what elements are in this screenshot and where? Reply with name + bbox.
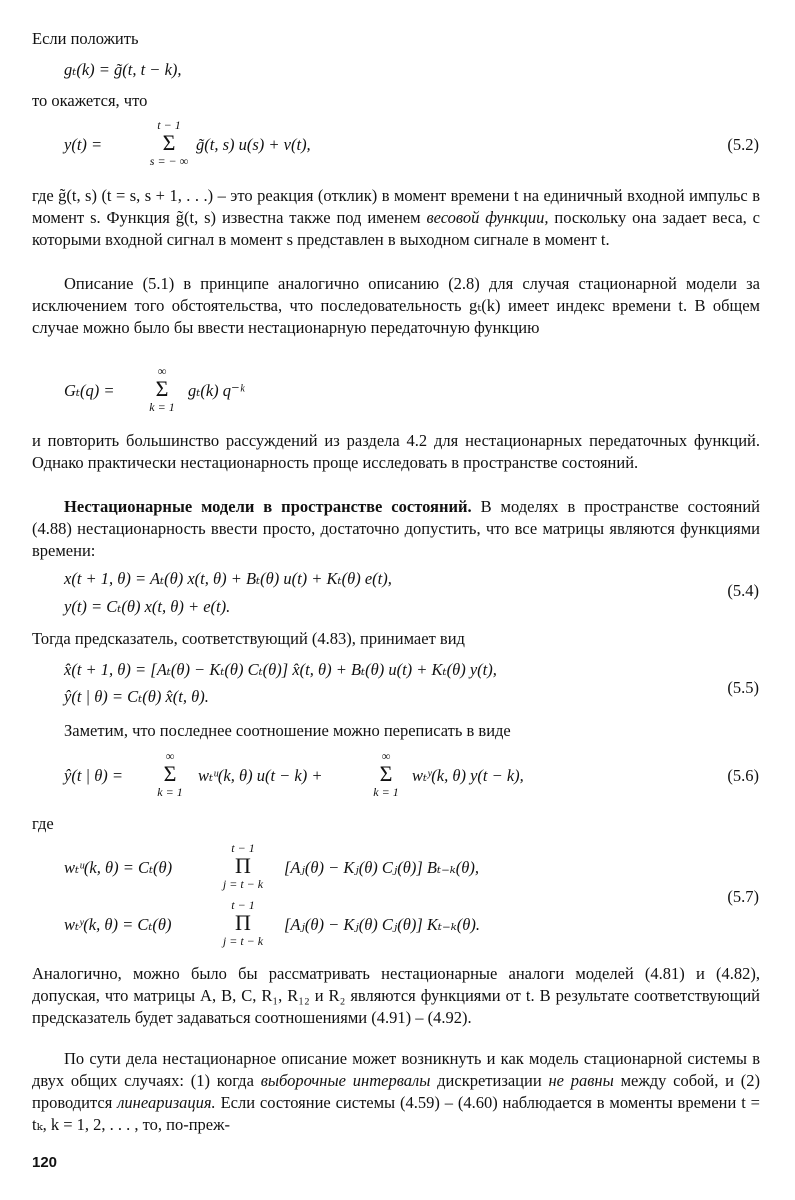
where-italic: весовой функции, bbox=[426, 208, 549, 227]
eq54-line1: x(t + 1, θ) = Aₜ(θ) x(t, θ) + Bₜ(θ) u(t) + Kₜ(θ) e(t), bbox=[64, 569, 392, 588]
eq57-prod1 bbox=[206, 841, 280, 891]
page-number: 120 bbox=[32, 1154, 58, 1171]
final-i3: линеаризация. bbox=[117, 1093, 216, 1112]
eqG-lhs: Gₜ(q) = bbox=[64, 381, 115, 400]
eq55-line1: x̂(t + 1, θ) = [Aₜ(θ) − Kₜ(θ) Cₜ(θ)] x̂(t, θ) + Bₜ(θ) u(t) + Kₜ(θ) y(t), bbox=[64, 660, 497, 679]
repeat-paragraph: и повторить большинство рассуждений из раздела 4.2 для нестационарных передаточных функций. Однако практически нестационарность проще исследовать в пространстве состояний. bbox=[32, 431, 760, 472]
eq57-line1-lhs: wₜᵘ(k, θ) = Cₜ(θ) bbox=[64, 858, 173, 877]
eq57-prod2-bottom: j = t − k bbox=[222, 934, 264, 948]
eq56-sum2 bbox=[364, 749, 408, 799]
eq56-sum1-top: ∞ bbox=[165, 749, 175, 763]
note-text: Заметим, что последнее соотношение можно переписать в виде bbox=[64, 721, 511, 740]
eq57-prod2 bbox=[206, 898, 280, 948]
final-t4: Если состояние системы (4.59) – (4.60) наблюдается в моменты времени t = tₖ, k = 1, 2, . . . , то, по-преж- bbox=[32, 1093, 760, 1134]
eq57-line1-rhs: [Aⱼ(θ) − Kⱼ(θ) Cⱼ(θ)] Bₜ₋ₖ(θ), bbox=[284, 858, 480, 877]
eqG-rhs: gₜ(k) q⁻ᵏ bbox=[188, 381, 245, 400]
eq54-line2: y(t) = Cₜ(θ) x(t, θ) + e(t). bbox=[64, 597, 231, 616]
predictor-text: Тогда предсказатель, соответствующий (4.83), принимает вид bbox=[32, 629, 465, 648]
eq55-number: (5.5) bbox=[727, 678, 759, 697]
eq57-number: (5.7) bbox=[727, 887, 759, 906]
final-t1: По сути дела нестационарное описание может возникнуть и как модель стационарной системы в двух общих случаях: (1) когда bbox=[32, 1049, 760, 1090]
sum-symbol: Σ bbox=[155, 376, 169, 401]
state-space-text: В моделях в пространстве состояний (4.88) нестационарность ввести просто, достаточно допустить, что все матрицы являются функциями времени: bbox=[32, 497, 760, 560]
sum-symbol: Σ bbox=[379, 761, 393, 786]
eqG-sum bbox=[140, 364, 184, 414]
eq52-number: (5.2) bbox=[727, 135, 759, 154]
final-t3: между собой, и (2) проводится bbox=[32, 1071, 760, 1112]
eq57-line2-lhs: wₜʸ(k, θ) = Cₜ(θ) bbox=[64, 915, 172, 934]
analog-paragraph: Аналогично, можно было бы рассматривать нестационарные аналоги моделей (4.81) и (4.82), допуская, что матрицы A, B, C, R₁, R₁₂ и R₂ являются функциями от t. В результате соответствующий предсказатель будет задаваться соотношениями (4.91) – (4.92). bbox=[32, 964, 760, 1027]
sum-symbol: Σ bbox=[163, 761, 177, 786]
eq56-number: (5.6) bbox=[727, 766, 759, 785]
final-t2: дискретизации bbox=[430, 1071, 549, 1090]
intro-text: Если положить bbox=[32, 29, 139, 48]
where-text-2: где bbox=[32, 814, 54, 833]
where-lead: где g̃(t, s) (t = s, s + 1, . . .) – это реакция (отклик) в момент времени t на единичный входной импульс в момент s. Функция g̃(t, s) известна также под именем bbox=[32, 186, 760, 227]
eq57-prod2-top: t − 1 bbox=[231, 898, 255, 912]
where-tail: поскольку она задает веса, с которыми входной сигнал в момент s представлен в выходном сигнале в момент t. bbox=[32, 208, 760, 249]
eq57-prod1-top: t − 1 bbox=[231, 841, 255, 855]
eq56-sum2-bottom: k = 1 bbox=[373, 785, 399, 799]
eq52-sum bbox=[134, 118, 204, 168]
eqG-sum-top: ∞ bbox=[157, 364, 167, 378]
product-symbol: Π bbox=[235, 853, 251, 878]
eq54-number: (5.4) bbox=[727, 581, 759, 600]
eq56-lhs: ŷ(t | θ) = bbox=[64, 766, 124, 785]
then-text: то окажется, что bbox=[32, 91, 148, 110]
final-i2: не равны bbox=[548, 1071, 614, 1090]
description-paragraph: Описание (5.1) в принципе аналогично описанию (2.8) для случая стационарной модели за исключением того обстоятельства, что последовательность gₜ(k) имеет индекс времени t. В общем случае можно было бы ввести нестационарную передаточную функцию bbox=[32, 274, 760, 337]
final-i1: выборочные интервалы bbox=[260, 1071, 431, 1090]
eq52-lhs: y(t) = bbox=[64, 135, 103, 154]
eq56-sum2-top: ∞ bbox=[381, 749, 391, 763]
sum-symbol: Σ bbox=[162, 130, 176, 155]
eq56-sum1 bbox=[148, 749, 192, 799]
where-paragraph bbox=[32, 185, 760, 251]
eq56-rhs: wₜʸ(k, θ) y(t − k), bbox=[412, 766, 524, 785]
final-paragraph bbox=[32, 1048, 760, 1136]
state-space-heading: Нестационарные модели в пространстве состояний. bbox=[64, 497, 472, 516]
state-space-paragraph bbox=[32, 496, 760, 562]
eq56-sum1-bottom: k = 1 bbox=[157, 785, 183, 799]
eqG-sum-bottom: k = 1 bbox=[149, 400, 175, 414]
eq57-prod1-bottom: j = t − k bbox=[222, 877, 264, 891]
equation-g: gₜ(k) = g̃(t, t − k), bbox=[64, 60, 182, 79]
eq55-line2: ŷ(t | θ) = Cₜ(θ) x̂(t, θ). bbox=[64, 687, 209, 706]
eq52-sum-bottom: s = − ∞ bbox=[149, 154, 189, 168]
eq52-sum-top: t − 1 bbox=[157, 118, 181, 132]
product-symbol: Π bbox=[235, 910, 251, 935]
eq56-mid: wₜᵘ(k, θ) u(t − k) + bbox=[198, 766, 323, 785]
eq52-rhs: g̃(t, s) u(s) + v(t), bbox=[196, 135, 311, 154]
eq57-line2-rhs: [Aⱼ(θ) − Kⱼ(θ) Cⱼ(θ)] Kₜ₋ₖ(θ). bbox=[284, 915, 480, 934]
